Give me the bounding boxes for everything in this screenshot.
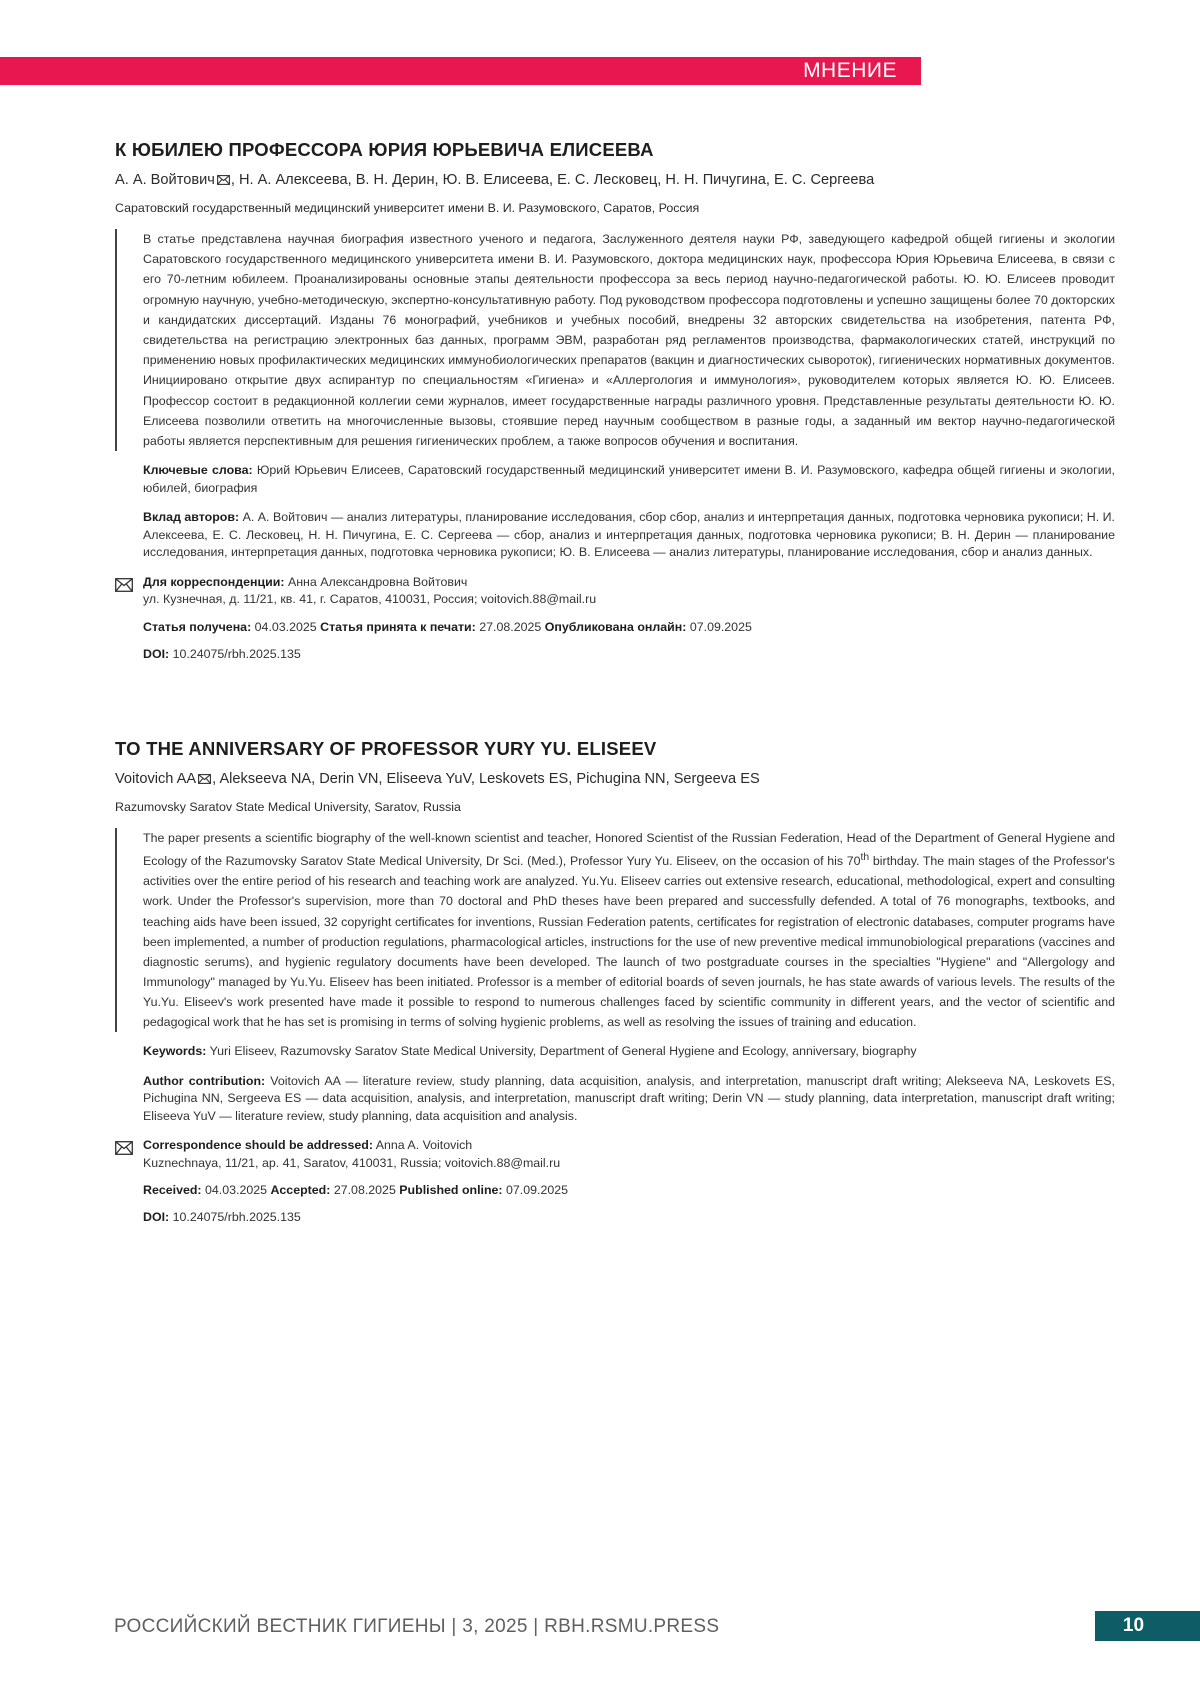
- section-band: [0, 57, 921, 85]
- correspondence-label-en: Correspondence should be addressed:: [143, 1138, 373, 1153]
- authors-en: [115, 769, 1115, 790]
- accepted-label-ru: Статья принята к печати:: [320, 619, 476, 634]
- envelope-icon: [217, 171, 230, 191]
- correspondence-address-en: Kuznechnaya, 11/21, ap. 41, Saratov, 410031, Russia; voitovich.88@mail.ru: [143, 1155, 561, 1170]
- article-title-en: TO THE ANNIVERSARY OF PROFESSOR YURY YU. ELISEEV: [115, 738, 657, 759]
- abstract-en-part1: The paper presents a scientific biography of the well-known scientist and teacher, Honored Scientist of the Russian Federation, Head of the Department of General Hygiene and Ecology of the Razumovsky Saratov State Medical University, Dr Sci. (Med.), Professor Yury Yu. Eliseev, on the occasion of his 70: [143, 831, 1115, 869]
- received-label-ru: Статья получена:: [143, 619, 252, 634]
- correspondence-en: [143, 1137, 1115, 1172]
- doi-value-ru[interactable]: 10.24075/rbh.2025.135: [172, 646, 301, 661]
- accepted-label-en: Accepted:: [270, 1183, 331, 1198]
- correspondence-ru: [143, 574, 1115, 609]
- envelope-icon: [115, 578, 133, 598]
- doi-ru: [143, 646, 1115, 663]
- section-label: МНЕНИЕ: [803, 59, 897, 82]
- corresponding-author-ru: А. А. Войтович: [115, 172, 215, 188]
- doi-label-en: DOI:: [143, 1210, 170, 1225]
- doi-en: [143, 1209, 1115, 1226]
- article-en: [115, 737, 1115, 1226]
- contribution-text-ru: А. А. Войтович — анализ литературы, планирование исследования, сбор сбор, анализ и интерпретация данных, подготовка черновика рукописи; Н. И. Алексеева, Е. С. Лесковец, Н. Н. Пичугина, Е. С. Сергеева — сбор, анализ и интерпретация данных, подготовка черновика рукописи; В. Н. Дерин — планирование исследования, интерпретация данных, подготовка черновика рукописи; Ю. В. Елисеева — анализ литературы, планирование исследования, сбор и анализ данных.: [143, 510, 1115, 560]
- received-date-ru: 04.03.2025: [254, 619, 317, 634]
- correspondence-name-ru: Анна Александровна Войтович: [287, 574, 468, 589]
- keywords-label-en: Keywords:: [143, 1044, 207, 1059]
- contribution-label-ru: Вклад авторов:: [143, 510, 240, 525]
- received-date-en: 04.03.2025: [205, 1183, 268, 1198]
- keywords-text-ru: Юрий Юрьевич Елисеев, Саратовский государственный медицинский университет имени В. И. Разумовского, кафедра общей гигиены и экологии, юбилей, биография: [143, 463, 1115, 495]
- accepted-date-ru: 27.08.2025: [479, 619, 542, 634]
- envelope-icon: [198, 770, 211, 790]
- keywords-text-en: Yuri Eliseev, Razumovsky Saratov State Medical University, Department of General Hygiene and Ecology, anniversary, biography: [209, 1044, 917, 1059]
- contribution-ru: [143, 509, 1115, 562]
- abstract-en: [115, 828, 1115, 1032]
- published-label-ru: Опубликована онлайн:: [544, 619, 687, 634]
- page-number: 10: [1122, 1615, 1145, 1636]
- keywords-ru: [143, 462, 1115, 497]
- received-label-en: Received:: [143, 1183, 202, 1198]
- abstract-en-part2: birthday. The main stages of the Professor's activities over the entire period of his research and teaching work are analyzed. Yu.Yu. Eliseev carries out extensive research, educational, methodological, expert and consulting work. Under the Professor's supervision, more than 70 doctoral and PhD theses have been prepared and successfully defended. A total of 76 monographs, textbooks, and teaching aids have been issued, 32 copyright certificates for inventions, Russian Federation patents, certificates for registration of electronic databases, computer programs have been implemented, a number of production regulations, pharmacological articles, instructions for the use of new preventive medical immunobiological preparations (vaccines and diagnostic serums), and hygienic regulatory documents have been developed. The launch of two postgraduate courses in the specialties "Hygiene" and "Allergology and Immunology" managed by Yu.Yu. Eliseev has been initiated. Professor is a member of editorial boards of seven journals, he has state awards of various levels. The results of the Yu.Yu. Eliseev's work presented have made it possible to respond to numerous challenges faced by scientific community in different years, and the vector of scientific and pedagogical work that he has set is promising in terms of solving hygienic problems, as well as resolving the issues of training and education.: [143, 854, 1115, 1029]
- article-title-ru: К ЮБИЛЕЮ ПРОФЕССОРА ЮРИЯ ЮРЬЕВИЧА ЕЛИСЕЕВА: [115, 139, 654, 160]
- abstract-ru: В статье представлена научная биография известного ученого и педагога, Заслуженного деятеля науки РФ, заведующего кафедрой общей гигиены и экологии Саратовского государственного медицинского университета имени В. И. Разумовского, доктора медицинских наук, профессора Юрия Юрьевича Елисеева, в связи с его 70-летним юбилеем. Проанализированы основные этапы деятельности профессора за весь период научно-педагогической работы. Ю. Ю. Елисеев проводит огромную научную, учебно-методическую, экспертно-консультативную работу. Под руководством профессора подготовлены и успешно защищены более 70 докторских и кандидатских диссертаций. Изданы 76 монографий, учебников и учебных пособий, внедрены 32 авторских свидетельства на изобретения, патента РФ, свидетельства на регистрацию электронных баз данных, программ ЭВМ, разработан ряд регламентов производства, фармакологических статей, инструкций по применению новых профилактических медицинских иммунобиологических препаратов (вакцин и диагностических сывороток), гигиенических нормативных документов. Инициировано открытие двух аспирантур по специальностям «Гигиена» и «Аллергология и иммунология», руководителем которых является Ю. Ю. Елисеев. Профессор состоит в редакционной коллегии семи журналов, имеет государственные награды различного уровня. Представленные результаты деятельности Ю. Ю. Елисеева позволили ответить на многочисленные вызовы, стоявшие перед научным сообществом в разные годы, а заданный им вектор научно-педагогической работы является перспективным для решения гигиенических проблем, а также вопросов обучения и воспитания.: [115, 229, 1115, 451]
- keywords-en: [143, 1043, 1115, 1061]
- envelope-icon: [115, 1141, 133, 1161]
- keywords-label-ru: Ключевые слова:: [143, 463, 253, 478]
- published-label-en: Published online:: [399, 1183, 503, 1198]
- published-date-ru: 07.09.2025: [689, 619, 752, 634]
- contribution-label-en: Author contribution:: [143, 1073, 266, 1088]
- corresponding-author-en: Voitovich AA: [115, 771, 197, 787]
- correspondence-address-ru: ул. Кузнечная, д. 11/21, кв. 41, г. Саратов, 410031, Россия; voitovich.88@mail.ru: [143, 592, 597, 607]
- coauthors-en: , Alekseeva NA, Derin VN, Eliseeva YuV, Leskovets ES, Pichugina NN, Sergeeva ES: [212, 771, 760, 787]
- published-date-en: 07.09.2025: [506, 1183, 569, 1198]
- dates-ru: [143, 619, 1115, 636]
- doi-label-ru: DOI:: [143, 646, 170, 661]
- affiliation-ru: Саратовский государственный медицинский университет имени В. И. Разумовского, Саратов, Россия: [115, 201, 700, 215]
- journal-footer: РОССИЙСКИЙ ВЕСТНИК ГИГИЕНЫ | 3, 2025 | RBH.RSMU.PRESS: [114, 1616, 720, 1637]
- dates-en: [143, 1182, 1115, 1199]
- accepted-date-en: 27.08.2025: [333, 1183, 396, 1198]
- contribution-text-en: Voitovich AA — literature review, study planning, data acquisition, analysis, and interpretation, manuscript draft writing; Alekseeva NA, Leskovets ES, Pichugina NN, Sergeeva ES — data acquisition, analysis, and interpretation, manuscript draft writing; Derin VN — study planning, data interpretation, manuscript draft writing; Eliseeva YuV — literature review, study planning, data acquisition and analysis.: [143, 1073, 1116, 1123]
- doi-value-en[interactable]: 10.24075/rbh.2025.135: [172, 1210, 301, 1225]
- correspondence-name-en: Anna A. Voitovich: [375, 1138, 473, 1153]
- coauthors-ru: , Н. А. Алексеева, В. Н. Дерин, Ю. В. Елисеева, Е. С. Лесковец, Н. Н. Пичугина, Е. С. Сергеева: [230, 172, 875, 188]
- correspondence-label-ru: Для корреспонденции:: [143, 574, 285, 589]
- page-number-box: [1095, 1611, 1200, 1641]
- affiliation-en: Razumovsky Saratov State Medical University, Saratov, Russia: [115, 800, 461, 814]
- contribution-en: [143, 1073, 1115, 1126]
- authors-ru: [115, 170, 1115, 191]
- abstract-en-superscript: th: [860, 852, 870, 864]
- article-ru: [115, 138, 1115, 663]
